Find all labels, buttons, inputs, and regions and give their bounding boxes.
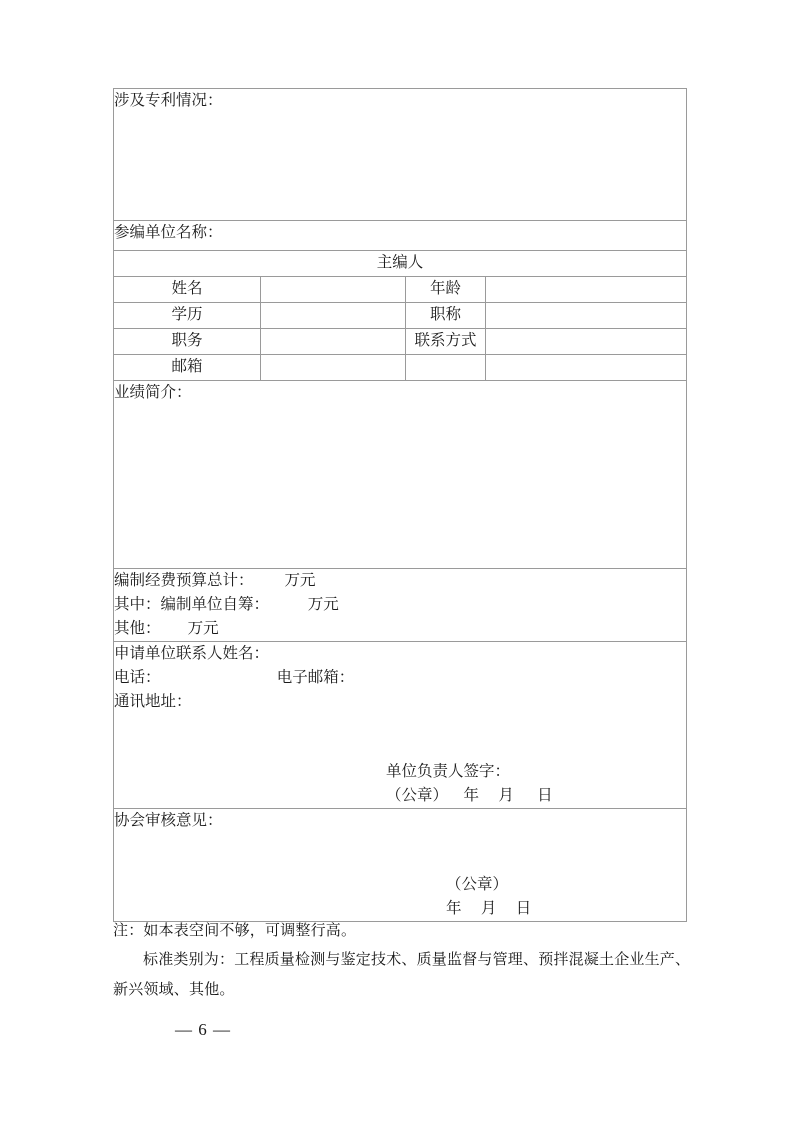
table-row-email — [114, 355, 687, 381]
association-review-label: 协会审核意见： — [114, 812, 223, 830]
budget-total-line: 编制经费预算总计： 万元 — [114, 572, 316, 589]
applicant-contact-name-line: 申请单位联系人姓名： — [114, 645, 270, 663]
table-row-performance — [114, 381, 687, 569]
label-contact-method — [406, 329, 486, 355]
chief-editor-header-cell — [114, 251, 687, 277]
label-education-text: 学历 — [171, 306, 203, 323]
label-professional-title — [406, 303, 486, 329]
label-education — [114, 303, 261, 329]
table-row-education-title — [114, 303, 687, 329]
review-seal-block — [114, 873, 686, 921]
review-seal-label: （公章） — [446, 876, 509, 894]
footer-notes — [113, 916, 703, 1004]
table-row-chief-editor-header — [114, 251, 687, 277]
field-education-value[interactable] — [261, 303, 406, 329]
page-number: — 6 — — [175, 1020, 231, 1039]
applicant-contact-cell[interactable] — [114, 642, 687, 809]
table-row-applicant-contact — [114, 642, 687, 809]
signature-label: 单位负责人签字： — [386, 763, 511, 781]
table-row-position-contact — [114, 329, 687, 355]
note-line-2: 标准类别为：工程质量检测与鉴定技术、质量监督与管理、预拌混凝土企业生产、新兴领域、其他。 — [113, 951, 691, 998]
label-name — [114, 277, 261, 303]
association-review-cell[interactable] — [114, 809, 687, 922]
applicant-phone-email-line: 电话： 电子邮箱： — [114, 669, 355, 687]
budget-other-line: 其他： 万元 — [114, 620, 219, 638]
field-email-value[interactable] — [261, 355, 406, 381]
label-age-text: 年龄 — [429, 280, 461, 297]
budget-self-funded-line: 其中：编制单位自筹： 万元 — [114, 596, 339, 614]
label-contact-method-text: 联系方式 — [414, 332, 477, 349]
label-position — [114, 329, 261, 355]
chief-editor-header-label: 主编人 — [376, 254, 424, 271]
table-row-association-review — [114, 809, 687, 922]
label-professional-title-text: 职称 — [429, 306, 461, 323]
field-contact-method-value[interactable] — [486, 329, 687, 355]
note-line-1: 注：如本表空间不够，可调整行高。 — [113, 922, 357, 939]
label-email-text: 邮箱 — [171, 358, 203, 375]
participating-units-label: 参编单位名称： — [114, 224, 223, 241]
table-row-budget — [114, 569, 687, 642]
seal-and-date-line: （公章） 年 月 日 — [386, 787, 553, 805]
signature-block — [114, 760, 686, 808]
label-email — [114, 355, 261, 381]
participating-units-cell[interactable] — [114, 221, 687, 251]
field-email-extra[interactable] — [486, 355, 687, 381]
performance-section-cell[interactable] — [114, 381, 687, 569]
label-age — [406, 277, 486, 303]
field-professional-title-value[interactable] — [486, 303, 687, 329]
field-position-value[interactable] — [261, 329, 406, 355]
table-row-participating-units — [114, 221, 687, 251]
patent-section-cell[interactable] — [114, 89, 687, 221]
field-name-value[interactable] — [261, 277, 406, 303]
field-age-value[interactable] — [486, 277, 687, 303]
label-email-spacer — [406, 355, 486, 381]
standard-application-form-table — [113, 88, 687, 922]
applicant-address-line: 通讯地址： — [114, 693, 192, 711]
table-row-patent — [114, 89, 687, 221]
review-date-line: 年 月 日 — [446, 900, 532, 918]
table-row-name-age — [114, 277, 687, 303]
label-name-text: 姓名 — [171, 280, 203, 297]
label-position-text: 职务 — [171, 332, 203, 349]
patent-section-label: 涉及专利情况： — [114, 92, 223, 109]
budget-section-cell[interactable] — [114, 569, 687, 642]
performance-section-label: 业绩简介： — [114, 384, 192, 401]
